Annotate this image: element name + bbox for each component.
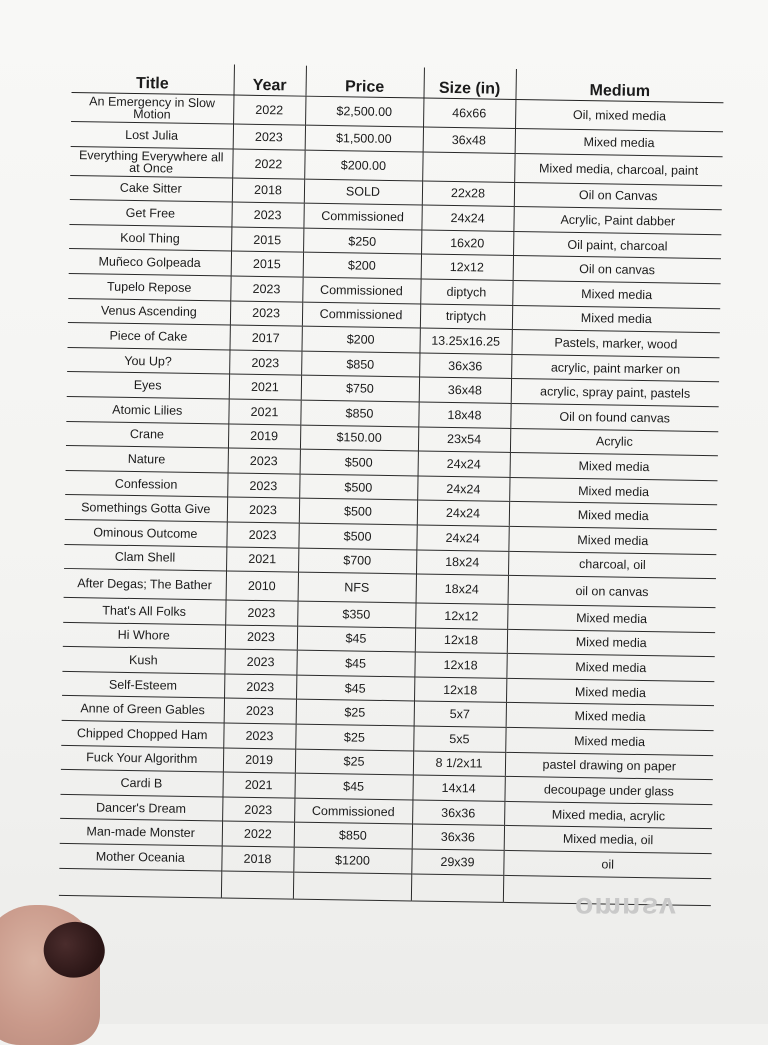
cell-medium: Acrylic: [510, 428, 718, 456]
cell-medium: pastel drawing on paper: [505, 752, 713, 780]
cell-size: 5x5: [413, 726, 505, 752]
cell-title: Tupelo Repose: [68, 273, 230, 300]
cell-price: $500: [298, 523, 416, 549]
bleed-through-text: omnsv: [575, 891, 677, 924]
cell-price: $2,500.00: [305, 96, 423, 127]
cell-medium: Mixed media: [505, 727, 713, 755]
artwork-inventory-sheet: [59, 62, 724, 912]
cell-price: Commissioned: [294, 798, 412, 824]
cell-year: 2019: [223, 748, 295, 774]
cell-price: $45: [294, 773, 412, 799]
cell-size: 24x24: [421, 205, 513, 231]
cell-title: Clam Shell: [64, 544, 226, 571]
cell-title: An Emergency in Slow Motion: [71, 92, 233, 124]
cell-medium: Mixed media: [507, 629, 715, 657]
cell-year: 2021: [228, 399, 300, 425]
cell-price: $45: [296, 650, 414, 676]
cell-year: 2015: [231, 227, 303, 253]
cell-year: 2017: [229, 325, 301, 351]
cell-medium: Oil on Canvas: [514, 182, 722, 210]
cell-size: 12x18: [414, 652, 506, 678]
cell-price: $350: [297, 601, 415, 627]
cell-size: diptych: [420, 279, 512, 305]
cell-title: Cake Sitter: [70, 175, 232, 202]
cell-size: 14x14: [412, 775, 504, 801]
cell-size: triptych: [420, 304, 512, 330]
cell-price: $1,500.00: [305, 125, 423, 151]
cell-medium: Oil, mixed media: [515, 99, 723, 131]
cell-medium: Mixed media: [506, 654, 714, 682]
table-body: [59, 92, 724, 905]
cell-medium: decoupage under glass: [504, 777, 712, 805]
cell-title: Self-Esteem: [62, 671, 224, 698]
cell-title: Chipped Chopped Ham: [61, 720, 223, 747]
header-size: Size (in): [423, 68, 515, 100]
cell-price: $25: [295, 724, 413, 750]
cell-year: 2023: [230, 301, 302, 327]
cell-year: 2023: [223, 723, 295, 749]
cell-size: 46x66: [423, 98, 515, 128]
cell-year: 2023: [222, 797, 294, 823]
cell-price: $850: [301, 351, 419, 377]
cell-title: Nature: [66, 446, 228, 473]
cell-price: $200.00: [304, 150, 422, 181]
cell-size: 8 1/2x11: [413, 751, 505, 777]
cell-price: $200: [303, 253, 421, 279]
cell-year: 2023: [230, 276, 302, 302]
cell-year: 2010: [226, 571, 298, 601]
cell-size: 24x24: [418, 451, 510, 477]
artwork-table: [59, 62, 724, 906]
header-title: Title: [72, 62, 234, 95]
cell-price: $700: [298, 548, 416, 574]
cell-year: 2023: [226, 522, 298, 548]
cell-price: Commissioned: [302, 277, 420, 303]
cell-year: 2022: [232, 149, 304, 179]
cell-size: 24x24: [416, 525, 508, 551]
cell-price: $25: [296, 700, 414, 726]
cell-year: 2023: [233, 124, 305, 150]
cell-price: $150.00: [300, 425, 418, 451]
cell-price: NFS: [298, 572, 416, 603]
cell-year: 2018: [232, 178, 304, 204]
cell-price: $1200: [293, 847, 411, 873]
cell-year: 2023: [225, 600, 297, 626]
cell-size: 16x20: [421, 230, 513, 256]
cell-year: 2023: [224, 649, 296, 675]
cell-price: $500: [299, 474, 417, 500]
empty-cell: [59, 868, 221, 898]
cell-title: Kush: [62, 647, 224, 674]
cell-title: Somethings Gotta Give: [65, 495, 227, 522]
cell-title: You Up?: [67, 347, 229, 374]
cell-medium: Mixed media, charcoal, paint: [514, 153, 722, 185]
cell-price: $850: [294, 823, 412, 849]
cell-title: Anne of Green Gables: [62, 696, 224, 723]
cell-medium: acrylic, paint marker on: [511, 354, 719, 382]
cell-title: Everything Everywhere all at Once: [70, 146, 232, 178]
cell-medium: Acrylic, Paint dabber: [513, 207, 721, 235]
cell-medium: Pastels, marker, wood: [511, 330, 719, 358]
cell-medium: Mixed media: [515, 128, 723, 156]
cell-medium: Mixed media: [508, 526, 716, 554]
cell-title: Venus Ascending: [68, 298, 230, 325]
header-medium: Medium: [515, 69, 723, 103]
cell-size: 36x36: [419, 353, 511, 379]
cell-title: Atomic Lilies: [66, 396, 228, 423]
cell-price: $45: [297, 626, 415, 652]
cell-medium: oil on canvas: [508, 576, 716, 608]
cell-size: 12x18: [415, 628, 507, 654]
cell-year: 2023: [227, 497, 299, 523]
cell-size: 18x48: [418, 402, 510, 428]
cell-size: 24x24: [417, 500, 509, 526]
cell-year: 2015: [231, 251, 303, 277]
cell-medium: Mixed media: [509, 477, 717, 505]
cell-size: 22x28: [422, 181, 514, 207]
cell-year: 2023: [225, 625, 297, 651]
cell-title: Eyes: [67, 372, 229, 399]
cell-title: Man-made Monster: [60, 819, 222, 846]
cell-title: That's All Folks: [63, 598, 225, 625]
cell-medium: Mixed media: [512, 305, 720, 333]
cell-medium: Mixed media: [506, 703, 714, 731]
cell-medium: Oil paint, charcoal: [513, 231, 721, 259]
cell-year: 2023: [228, 448, 300, 474]
cell-title: Muñeco Golpeada: [69, 249, 231, 276]
cell-price: $45: [296, 675, 414, 701]
cell-title: Hi Whore: [63, 622, 225, 649]
cell-title: Confession: [65, 470, 227, 497]
cell-size: 29x39: [411, 849, 503, 875]
empty-cell: [411, 874, 503, 902]
cell-year: 2023: [224, 698, 296, 724]
cell-medium: Oil on found canvas: [510, 403, 718, 431]
cell-title: Fuck Your Algorithm: [61, 745, 223, 772]
cell-year: 2023: [227, 473, 299, 499]
cell-title: Get Free: [69, 200, 231, 227]
cell-title: Cardi B: [60, 770, 222, 797]
cell-medium: Mixed media, acrylic: [504, 801, 712, 829]
cell-title: Crane: [66, 421, 228, 448]
cell-year: 2023: [224, 674, 296, 700]
cell-year: 2021: [226, 546, 298, 572]
cell-price: $25: [295, 749, 413, 775]
cell-year: 2019: [228, 424, 300, 450]
cell-price: $500: [300, 449, 418, 475]
cell-size: [422, 152, 514, 182]
cell-title: After Degas; The Bather: [64, 569, 226, 601]
empty-cell: [221, 871, 293, 899]
cell-title: Mother Oceania: [59, 843, 221, 870]
cell-title: Dancer's Dream: [60, 794, 222, 821]
cell-size: 12x12: [421, 254, 513, 280]
cell-price: $500: [299, 498, 417, 524]
cell-size: 18x24: [416, 549, 508, 575]
header-price: Price: [305, 66, 423, 98]
cell-medium: acrylic, spray paint, pastels: [511, 379, 719, 407]
header-year: Year: [234, 65, 306, 97]
cell-medium: Mixed media: [507, 605, 715, 633]
cell-size: 5x7: [414, 701, 506, 727]
empty-cell: [293, 872, 411, 901]
cell-price: SOLD: [304, 179, 422, 205]
cell-size: 24x24: [417, 476, 509, 502]
cell-year: 2021: [222, 772, 294, 798]
cell-title: Kool Thing: [69, 224, 231, 251]
cell-size: 13.25x16.25: [419, 328, 511, 354]
cell-price: Commissioned: [303, 203, 421, 229]
cell-medium: Mixed media, oil: [504, 826, 712, 854]
cell-price: $200: [301, 326, 419, 352]
cell-price: $850: [300, 400, 418, 426]
cell-medium: Mixed media: [510, 453, 718, 481]
cell-title: Piece of Cake: [68, 323, 230, 350]
cell-medium: Mixed media: [512, 280, 720, 308]
cell-medium: charcoal, oil: [508, 551, 716, 579]
cell-medium: Oil on canvas: [513, 256, 721, 284]
cell-year: 2023: [229, 350, 301, 376]
cell-size: 12x18: [414, 677, 506, 703]
cell-size: 36x36: [412, 824, 504, 850]
cell-size: 36x48: [419, 377, 511, 403]
cell-price: $250: [303, 228, 421, 254]
cell-size: 36x48: [423, 127, 515, 153]
cell-medium: oil: [503, 850, 711, 878]
cell-size: 12x12: [415, 603, 507, 629]
cell-medium: Mixed media: [509, 502, 717, 530]
cell-year: 2018: [221, 846, 293, 872]
cell-price: Commissioned: [302, 302, 420, 328]
cell-medium: Mixed media: [506, 678, 714, 706]
cell-year: 2022: [233, 95, 305, 125]
cell-size: 18x24: [416, 574, 508, 604]
cell-price: $750: [301, 375, 419, 401]
cell-title: Ominous Outcome: [64, 519, 226, 546]
cell-year: 2023: [231, 202, 303, 228]
cell-title: Lost Julia: [71, 121, 233, 148]
cell-year: 2022: [222, 821, 294, 847]
cell-size: 36x36: [412, 800, 504, 826]
cell-size: 23x54: [418, 427, 510, 453]
cell-year: 2021: [229, 374, 301, 400]
